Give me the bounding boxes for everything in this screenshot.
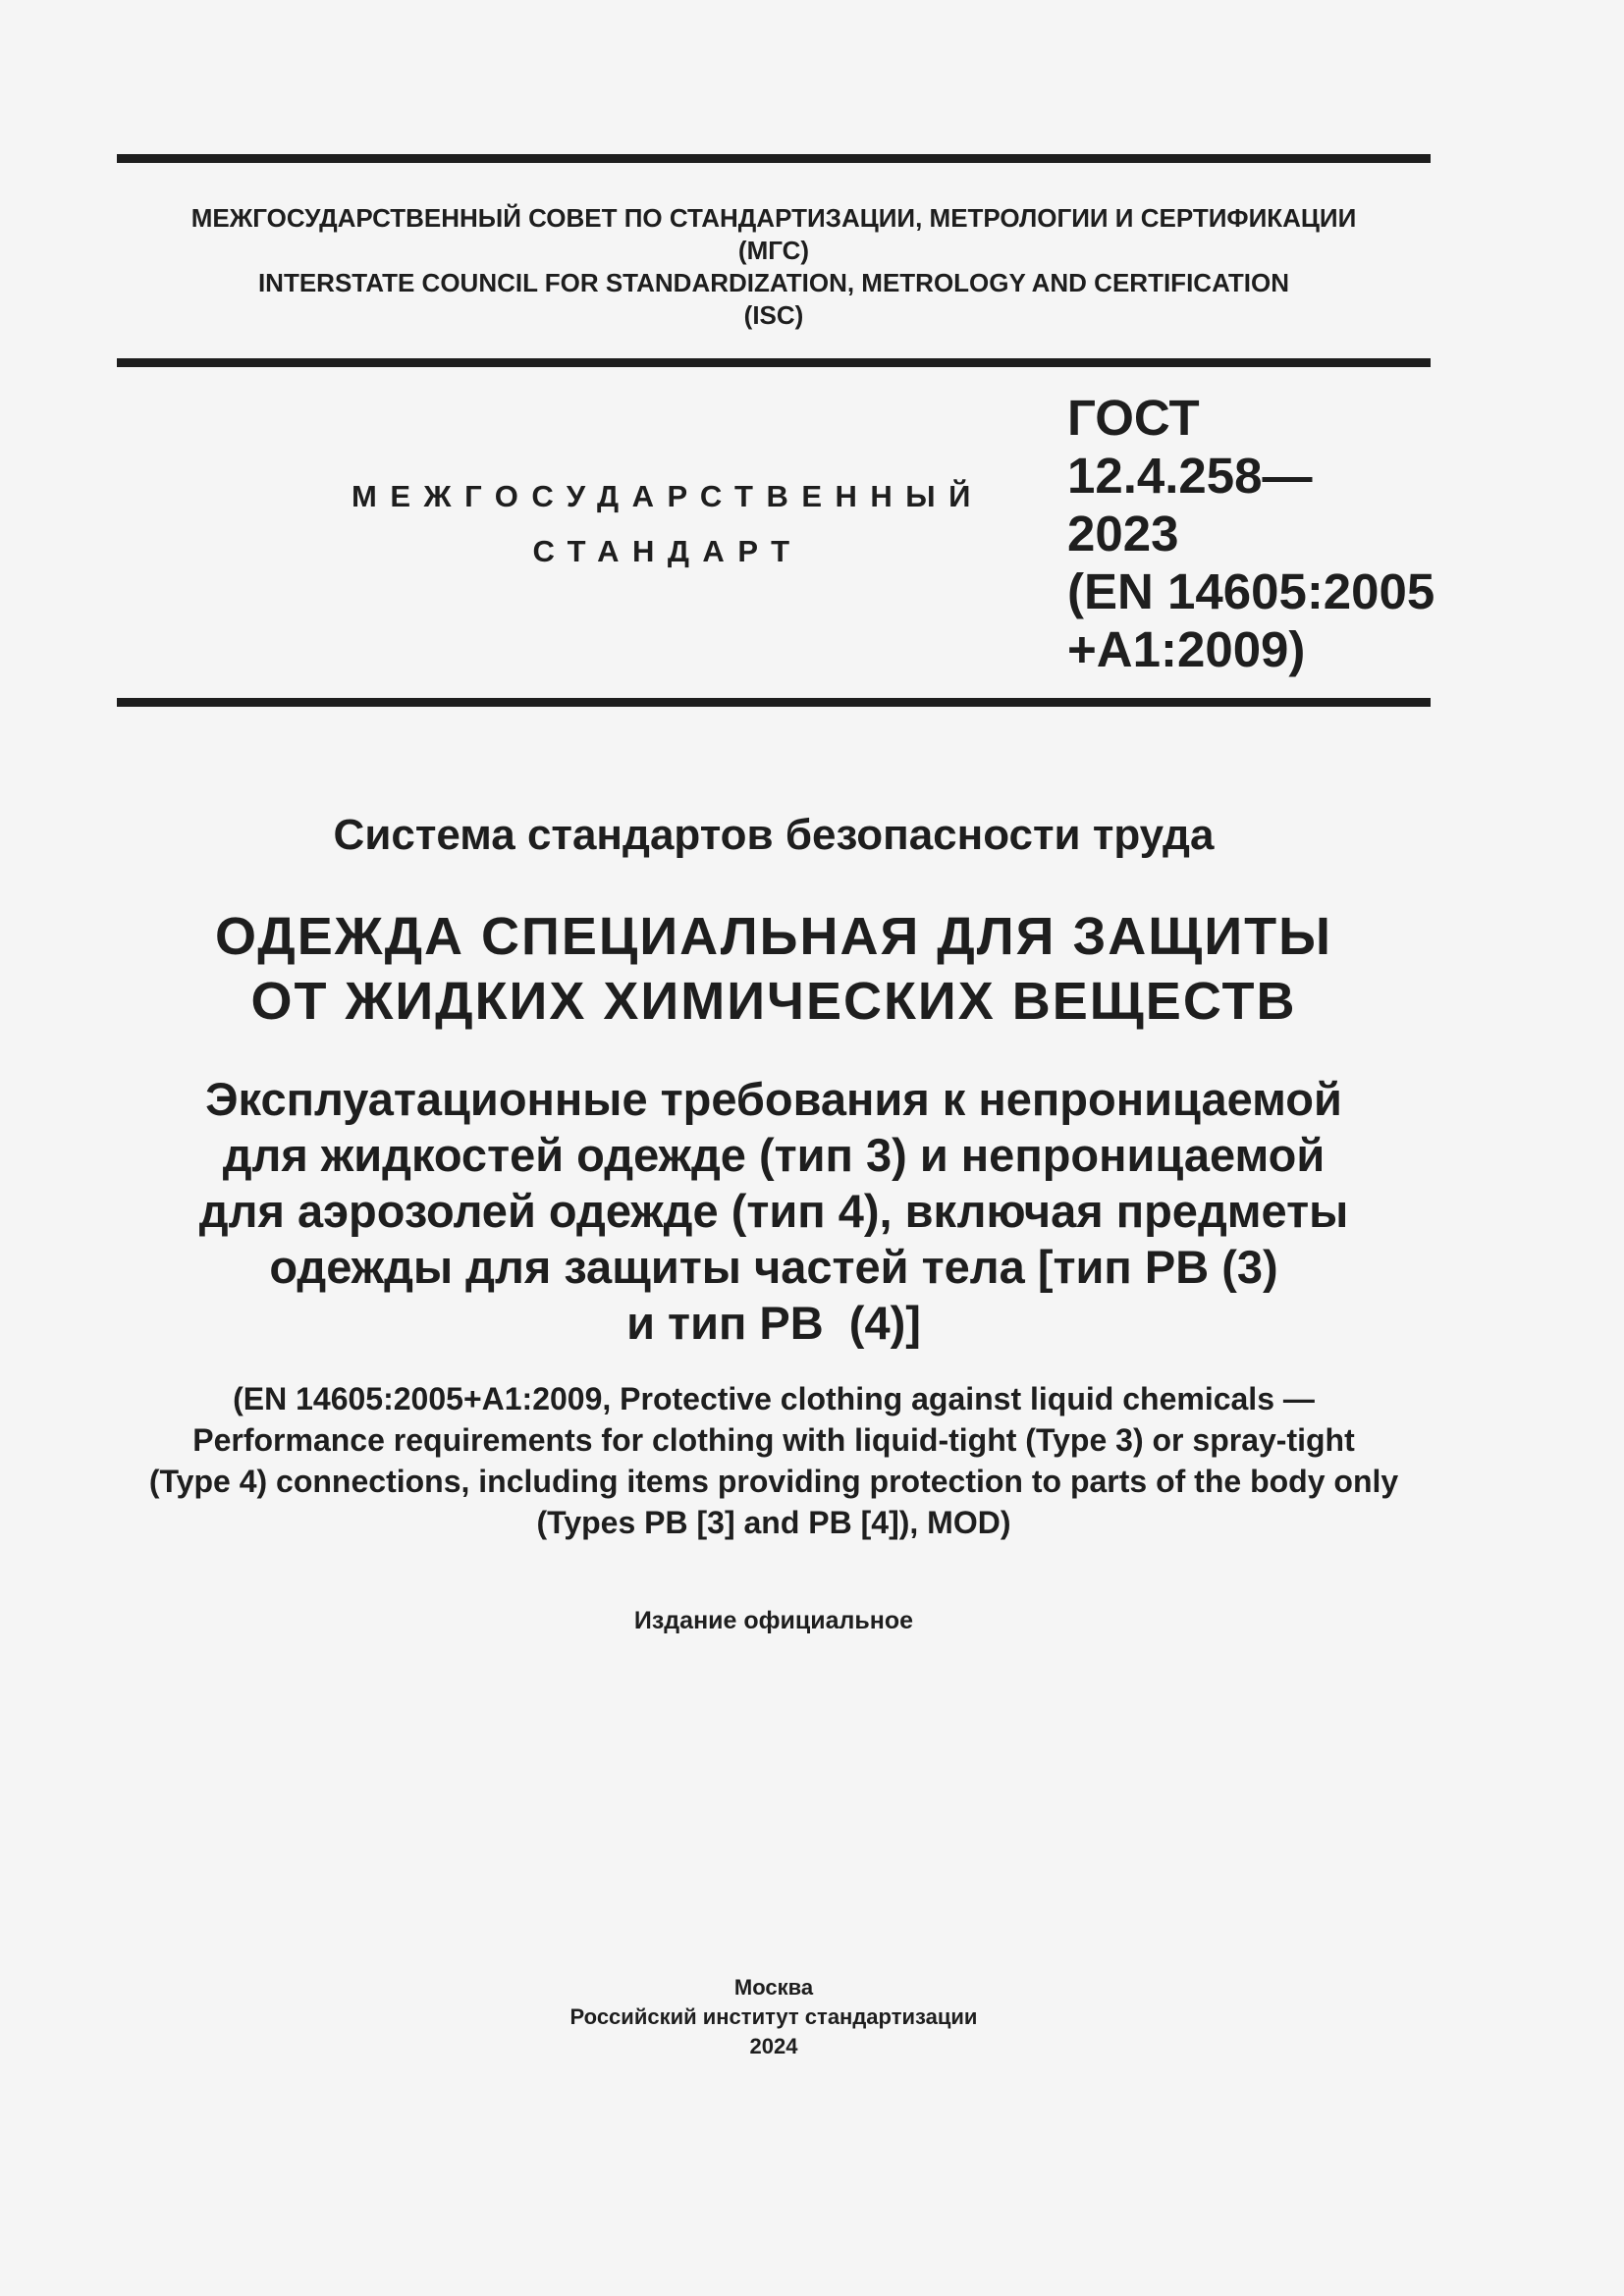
edition-label: Издание официальное [633, 1607, 914, 1634]
standard-type-line-2: СТАНДАРТ [532, 534, 803, 568]
subtitle-line-2: для жидкостей одежде (тип 3) и непроницаемой [222, 1129, 1326, 1181]
main-title-line-1: ОДЕЖДА СПЕЦИАЛЬНАЯ ДЛЯ ЗАЩИТЫ [215, 907, 1332, 966]
designation-line-1: ГОСТ [1067, 390, 1200, 446]
main-title-line-2: ОТ ЖИДКИХ ХИМИЧЕСКИХ ВЕЩЕСТВ [250, 972, 1297, 1031]
designation-line-3: 2023 [1067, 506, 1179, 561]
designation-line-5: +A1:2009) [1067, 621, 1306, 677]
english-title-line-3: (Type 4) connections, including items providing protection to parts of the body only [148, 1464, 1399, 1499]
council-name-en: INTERSTATE COUNCIL FOR STANDARDIZATION, METROLOGY AND CERTIFICATION [257, 268, 1290, 297]
footer-publisher: Российский институт стандартизации [569, 2004, 978, 2029]
footer-year: 2024 [749, 2034, 798, 2058]
council-abbr-ru: (МГС) [737, 236, 810, 265]
designation-rule [117, 698, 1431, 707]
subtitle-line-4: одежды для защиты частей тела [тип PB (3) [269, 1241, 1278, 1293]
english-title-line-4: (Types PB [3] and PB [4]), MOD) [536, 1505, 1011, 1540]
english-title [117, 1378, 1431, 1543]
standard-designation [1067, 389, 1435, 678]
top-rule [117, 154, 1431, 163]
standard-type-line-1: МЕЖГОСУДАРСТВЕННЫЙ [352, 479, 984, 513]
subtitle-line-5: и тип PB (4)] [626, 1297, 921, 1349]
header-rule [117, 358, 1431, 367]
standard-type [334, 469, 1001, 579]
council-header [117, 202, 1431, 332]
council-name-ru: МЕЖГОСУДАРСТВЕННЫЙ СОВЕТ ПО СТАНДАРТИЗАЦИИ, МЕТРОЛОГИИ И СЕРТИФИКАЦИИ [190, 203, 1357, 233]
main-title [117, 904, 1431, 1034]
series-title: Система стандартов безопасности труда [333, 811, 1215, 859]
council-abbr-en: (ISC) [743, 300, 804, 330]
subtitle-line-3: для аэрозолей одежде (тип 4), включая предметы [198, 1185, 1349, 1237]
publisher-footer [117, 1973, 1431, 2061]
english-title-line-1: (EN 14605:2005+A1:2009, Protective clothing against liquid chemicals — [233, 1381, 1315, 1416]
footer-city: Москва [733, 1975, 814, 2000]
english-title-line-2: Performance requirements for clothing with liquid-tight (Type 3) or spray-tight [192, 1422, 1355, 1458]
subtitle-line-1: Эксплуатационные требования к непроницаемой [205, 1073, 1342, 1125]
subtitle [117, 1071, 1431, 1351]
designation-line-2: 12.4.258— [1067, 448, 1313, 504]
designation-line-4: (EN 14605:2005 [1067, 563, 1435, 619]
